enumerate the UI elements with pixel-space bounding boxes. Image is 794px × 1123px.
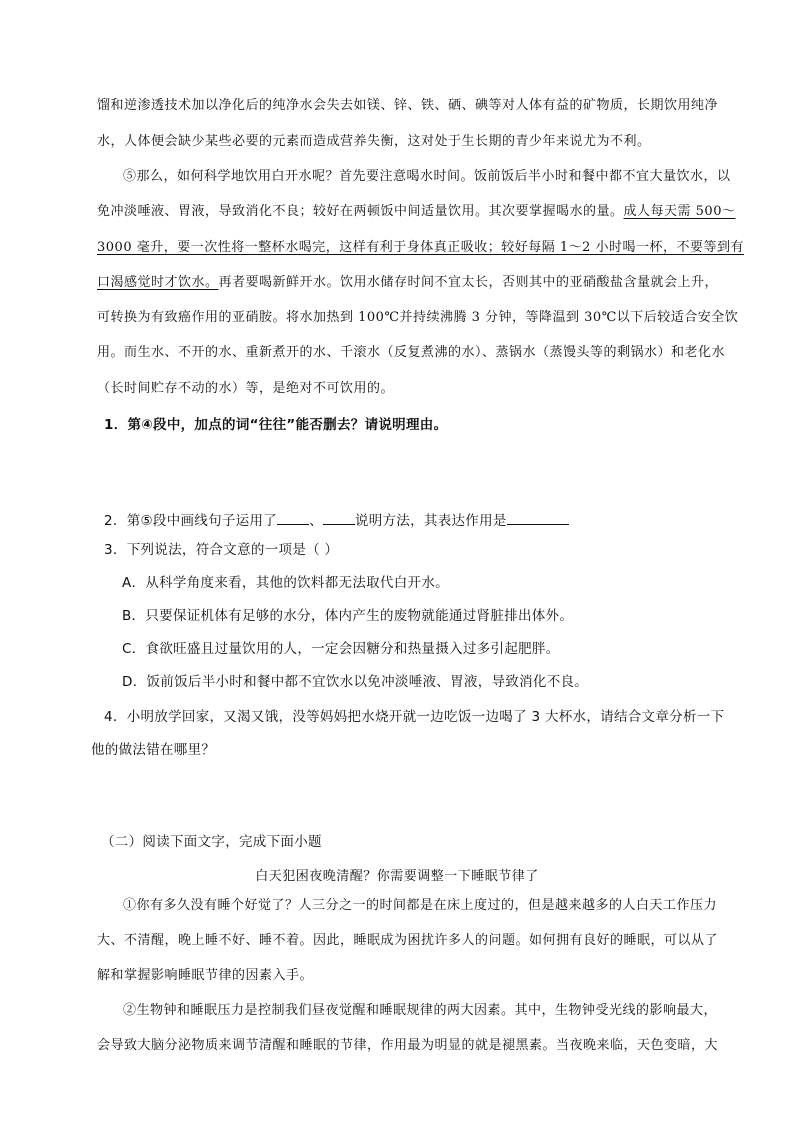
passage-line: ⑤那么，如何科学地饮用白开水呢？首先要注意喝水时间。饭前饭后半小时和餐中都不宜大量饮水，以: [123, 169, 731, 184]
question-text: 说明方法，其表达作用是: [354, 513, 507, 529]
passage-line: （长时间贮存不动的水）等，是绝对不可饮用的。: [97, 381, 395, 396]
question-3: 3．下列说法，符合文意的一项是（ ）: [104, 542, 339, 558]
question-text: 1．第④段中，加点的词“往往”能否删去？请说明理由。: [104, 417, 448, 433]
passage-line: ①你有多久没有睡个好觉了？人三分之一的时间都是在床上度过的，但是越来越多的人白天工作压力: [123, 898, 718, 913]
passage-line: [97, 274, 718, 292]
passage-line: 解和掌握影响睡眠节律的因素入手。: [97, 968, 314, 983]
question-text: 、: [309, 513, 323, 529]
option-c: C．食欲旺盛且过量饮用的人，一定会因糖分和热量摄入过多引起肥胖。: [122, 641, 560, 657]
passage-line: [97, 203, 735, 221]
article-title: 白天犯困夜晚清醒？你需要调整一下睡眠节律了: [255, 869, 539, 884]
option-d: D．饭前饭后半小时和餐中都不宜饮水以免冲淡唾液、胃液，导致消化不良。: [122, 674, 589, 690]
passage-text: 再者要喝新鲜开水。饮用水储存时间不宜太长，否则其中的亚硝酸盐含量就会上升，: [218, 275, 719, 290]
answer-blank-2[interactable]: [323, 510, 355, 525]
answer-blank-1[interactable]: [277, 510, 309, 525]
passage-line: 可转换为有致癌作用的亚硝胺。将水加热到 100℃并持续沸腾 3 分钟，等降温到 30℃以下后较适合安全饮: [97, 310, 739, 325]
option-a: A．从科学角度来看，其他的饮料都无法取代白开水。: [122, 575, 449, 591]
question-4: 4．小明放学回家，又渴又饿，没等妈妈把水烧开就一边吃饭一边喝了 3 大杯水，请结合文章分析一下: [104, 709, 725, 725]
passage-line: 水，人体便会缺少某些必要的元素而造成营养失衡，这对处于生长期的青少年来说尤为不利。: [97, 134, 651, 149]
underlined-sentence: 口渴感觉时才饮水。: [97, 275, 219, 290]
question-2: [104, 510, 569, 530]
passage-line: 馏和逆渗透技术加以净化后的纯净水会失去如镁、锌、铁、硒、碘等对人体有益的矿物质，长期饮用纯净: [97, 98, 719, 113]
question-4-cont: 他的做法错在哪里？: [91, 742, 216, 758]
passage-line: 会导致大脑分泌物质来调节清醒和睡眠的节律，作用最为明显的就是褪黑素。当夜晚来临，天色变暗，大: [97, 1038, 719, 1053]
option-b: B．只要保证机体有足够的水分，体内产生的废物就能通过肾脏排出体外。: [122, 608, 574, 624]
answer-blank-3[interactable]: [507, 510, 569, 525]
passage-line: 大、不清醒，晚上睡不好、睡不着。因此，睡眠成为困扰许多人的问题。如何拥有良好的睡眠，可以从了: [97, 933, 719, 948]
underlined-sentence: 3000 毫升，要一次性将一整杯水喝完，这样有利于身体真正吸收；较好每隔 1～2 小时喝一杯，不要等到有: [97, 240, 745, 255]
passage-line: ②生物钟和睡眠压力是控制我们昼夜觉醒和睡眠规律的两大因素。其中，生物钟受光线的影响最大，: [123, 1003, 718, 1018]
passage-text: 免冲淡唾液、胃液，导致消化不良；较好在两顿饭中间适量饮用。其次要掌握喝水的量。: [97, 204, 624, 219]
question-text: 2．第⑤段中画线句子运用了: [104, 513, 278, 529]
underlined-sentence: 成人每天需 500～: [623, 204, 736, 219]
section-heading: （二）阅读下面文字，完成下面小题: [101, 834, 322, 850]
passage-line: 用。而生水、不开的水、重新煮开的水、千滚水（反复煮沸的水）、蒸锅水（蒸馒头等的剩锅水）和老化水: [97, 345, 726, 360]
question-1: [104, 416, 447, 434]
